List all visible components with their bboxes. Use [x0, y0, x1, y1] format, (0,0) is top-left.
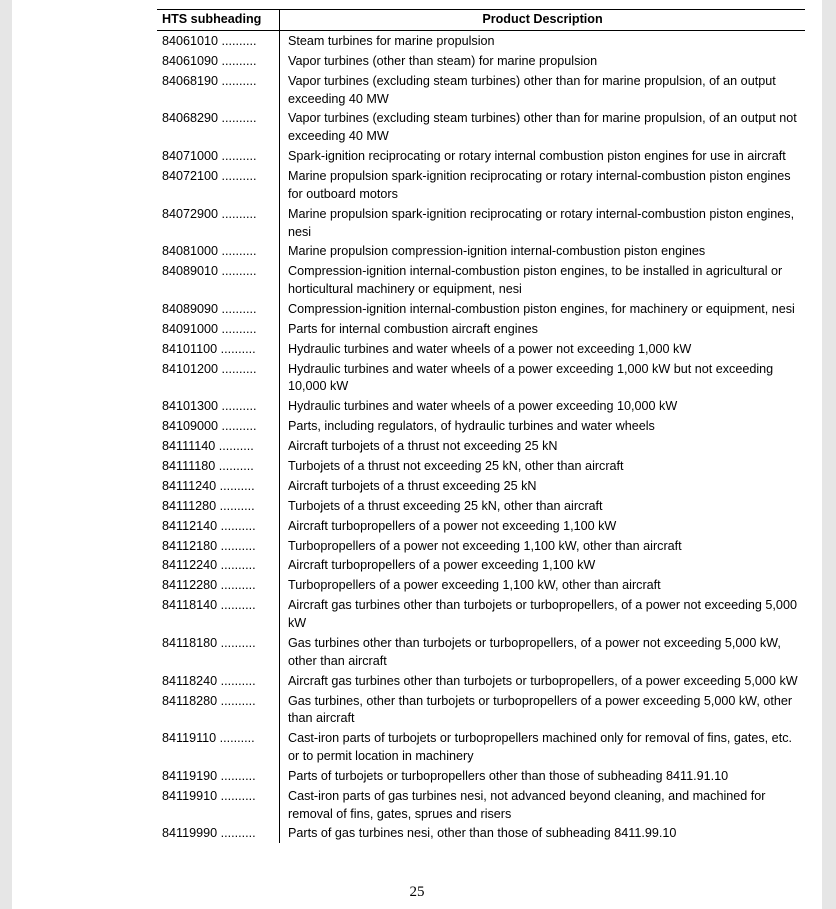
- table-row: [157, 575, 805, 595]
- product-description-cell: Parts of gas turbines nesi, other than those of subheading 8411.99.10: [288, 826, 677, 841]
- product-description-cell: Parts, including regulators, of hydraulic turbines and water wheels: [288, 419, 655, 434]
- header-product-description: Product Description: [280, 10, 806, 31]
- hts-table: [157, 9, 805, 843]
- product-description-cell: Hydraulic turbines and water wheels of a power exceeding 1,000 kW but not exceeding 10,000 kW: [288, 361, 774, 394]
- hts-code-cell: 84118240 ..........: [157, 671, 280, 691]
- table-row: [157, 339, 805, 359]
- product-description-cell: Marine propulsion compression-ignition internal-combustion piston engines: [288, 244, 706, 259]
- product-description-cell: Steam turbines for marine propulsion: [288, 34, 495, 48]
- table-row: [157, 319, 805, 339]
- header-hts-subheading: HTS subheading: [157, 10, 280, 31]
- table-row: [157, 456, 805, 476]
- product-description-cell: Gas turbines other than turbojets or turbopropellers, of a power not exceeding 5,000 kW, other than aircraft: [288, 635, 781, 668]
- table-row: [157, 496, 805, 516]
- hts-code-cell: 84111240 ..........: [157, 476, 280, 496]
- product-description-cell: Turbopropellers of a power exceeding 1,100 kW, other than aircraft: [288, 578, 661, 593]
- table-row: [157, 476, 805, 496]
- hts-code-cell: 84112280 ..........: [157, 575, 280, 595]
- product-description-cell: Marine propulsion spark-ignition reciprocating or rotary internal-combustion piston engines for outboard motors: [288, 169, 791, 201]
- hts-code-cell: 84061010 ..........: [157, 31, 280, 51]
- table-row: [157, 690, 805, 728]
- table-row: [157, 595, 805, 633]
- hts-code-cell: 84112180 ..........: [157, 536, 280, 556]
- hts-code-cell: 84119990 ..........: [157, 823, 280, 843]
- table-row: [157, 633, 805, 671]
- hts-code-cell: 84112140 ..........: [157, 516, 280, 536]
- table-row: [157, 766, 805, 786]
- table-row: [157, 436, 805, 456]
- document-page: [12, 0, 822, 909]
- hts-code-cell: 84101100 ..........: [157, 339, 280, 359]
- table-row: [157, 146, 805, 166]
- product-description-cell: Compression-ignition internal-combustion piston engines, to be installed in agricultural or horticultural machinery or equipment, nesi: [288, 264, 783, 297]
- table-row: [157, 359, 805, 397]
- hts-code-cell: 84081000 ..........: [157, 241, 280, 261]
- hts-code-cell: 84072100 ..........: [157, 166, 280, 204]
- product-description-cell: Aircraft turbojets of a thrust exceeding 25 kN: [288, 478, 537, 493]
- table-row: [157, 536, 805, 556]
- product-description-cell: Compression-ignition internal-combustion piston engines, for machinery or equipment, nesi: [288, 302, 795, 316]
- hts-code-cell: 84089010 ..........: [157, 261, 280, 299]
- product-description-cell: Vapor turbines (other than steam) for marine propulsion: [288, 53, 598, 68]
- hts-code-cell: 84061090 ..........: [157, 51, 280, 71]
- hts-code-cell: 84101300 ..........: [157, 396, 280, 416]
- hts-code-cell: 84119910 ..........: [157, 786, 280, 824]
- product-description-cell: Marine propulsion spark-ignition reciprocating or rotary internal-combustion piston engines, nesi: [288, 206, 795, 239]
- hts-code-cell: 84089090 ..........: [157, 299, 280, 319]
- table-row: [157, 396, 805, 416]
- table-row: [157, 166, 805, 204]
- product-description-cell: Hydraulic turbines and water wheels of a power not exceeding 1,000 kW: [288, 341, 692, 356]
- product-description-cell: Cast-iron parts of gas turbines nesi, not advanced beyond cleaning, and machined for removal of fins, gates, sprues and risers: [288, 788, 766, 821]
- product-description-cell: Parts for internal combustion aircraft engines: [288, 321, 538, 336]
- hts-code-cell: 84068190 ..........: [157, 71, 280, 109]
- product-description-cell: Vapor turbines (excluding steam turbines) other than for marine propulsion, of an output not exceeding 40 MW: [288, 111, 797, 144]
- hts-code-cell: 84111280 ..........: [157, 496, 280, 516]
- product-description-cell: Aircraft turbopropellers of a power exceeding 1,100 kW: [288, 558, 596, 573]
- table-row: [157, 823, 805, 843]
- hts-code-cell: 84118280 ..........: [157, 690, 280, 728]
- hts-code-cell: 84112240 ..........: [157, 555, 280, 575]
- product-description-cell: Aircraft gas turbines other than turbojets or turbopropellers, of a power not exceeding 5,000 kW: [288, 598, 797, 631]
- table-row: [157, 416, 805, 436]
- product-description-cell: Gas turbines, other than turbojets or turbopropellers of a power exceeding 5,000 kW, other than aircraft: [288, 693, 793, 726]
- table-row: [157, 261, 805, 299]
- product-description-cell: Aircraft turbojets of a thrust not exceeding 25 kN: [288, 439, 558, 454]
- table-body: [157, 31, 805, 844]
- hts-code-cell: 84109000 ..........: [157, 416, 280, 436]
- hts-code-cell: 84068290 ..........: [157, 108, 280, 146]
- hts-code-cell: 84101200 ..........: [157, 359, 280, 397]
- table-row: [157, 71, 805, 109]
- product-description-cell: Cast-iron parts of turbojets or turbopropellers machined only for removal of fins, gates, etc. or to permit location in machinery: [288, 731, 792, 764]
- product-description-cell: Aircraft gas turbines other than turbojets or turbopropellers, of a power exceeding 5,000 kW: [288, 673, 798, 688]
- hts-code-cell: 84091000 ..........: [157, 319, 280, 339]
- table-row: [157, 204, 805, 242]
- page-number: 25: [409, 884, 425, 900]
- table-row: [157, 299, 805, 319]
- table-row: [157, 671, 805, 691]
- table-row: [157, 516, 805, 536]
- hts-code-cell: 84119110 ..........: [157, 728, 280, 766]
- table-row: [157, 728, 805, 766]
- table-row: [157, 31, 805, 51]
- hts-code-cell: 84118180 ..........: [157, 633, 280, 671]
- hts-code-cell: 84111140 ..........: [157, 436, 280, 456]
- hts-code-cell: 84118140 ..........: [157, 595, 280, 633]
- product-description-cell: Hydraulic turbines and water wheels of a power exceeding 10,000 kW: [288, 399, 678, 414]
- table-row: [157, 241, 805, 261]
- product-description-cell: Turbojets of a thrust not exceeding 25 kN, other than aircraft: [288, 459, 624, 474]
- product-description-cell: Spark-ignition reciprocating or rotary internal combustion piston engines for use in aircraft: [288, 149, 786, 164]
- table-row: [157, 555, 805, 575]
- product-description-cell: Aircraft turbopropellers of a power not exceeding 1,100 kW: [288, 518, 617, 533]
- table-row: [157, 786, 805, 824]
- table-row: [157, 108, 805, 146]
- product-description-cell: Vapor turbines (excluding steam turbines) other than for marine propulsion, of an output exceeding 40 MW: [288, 73, 776, 106]
- hts-code-cell: 84072900 ..........: [157, 204, 280, 242]
- table-header-row: [157, 10, 805, 31]
- product-description-cell: Turbopropellers of a power not exceeding 1,100 kW, other than aircraft: [288, 538, 682, 553]
- product-description-cell: Parts of turbojets or turbopropellers other than those of subheading 8411.91.10: [288, 768, 729, 783]
- hts-code-cell: 84119190 ..........: [157, 766, 280, 786]
- product-description-cell: Turbojets of a thrust exceeding 25 kN, other than aircraft: [288, 498, 603, 513]
- hts-code-cell: 84111180 ..........: [157, 456, 280, 476]
- table-row: [157, 51, 805, 71]
- hts-code-cell: 84071000 ..........: [157, 146, 280, 166]
